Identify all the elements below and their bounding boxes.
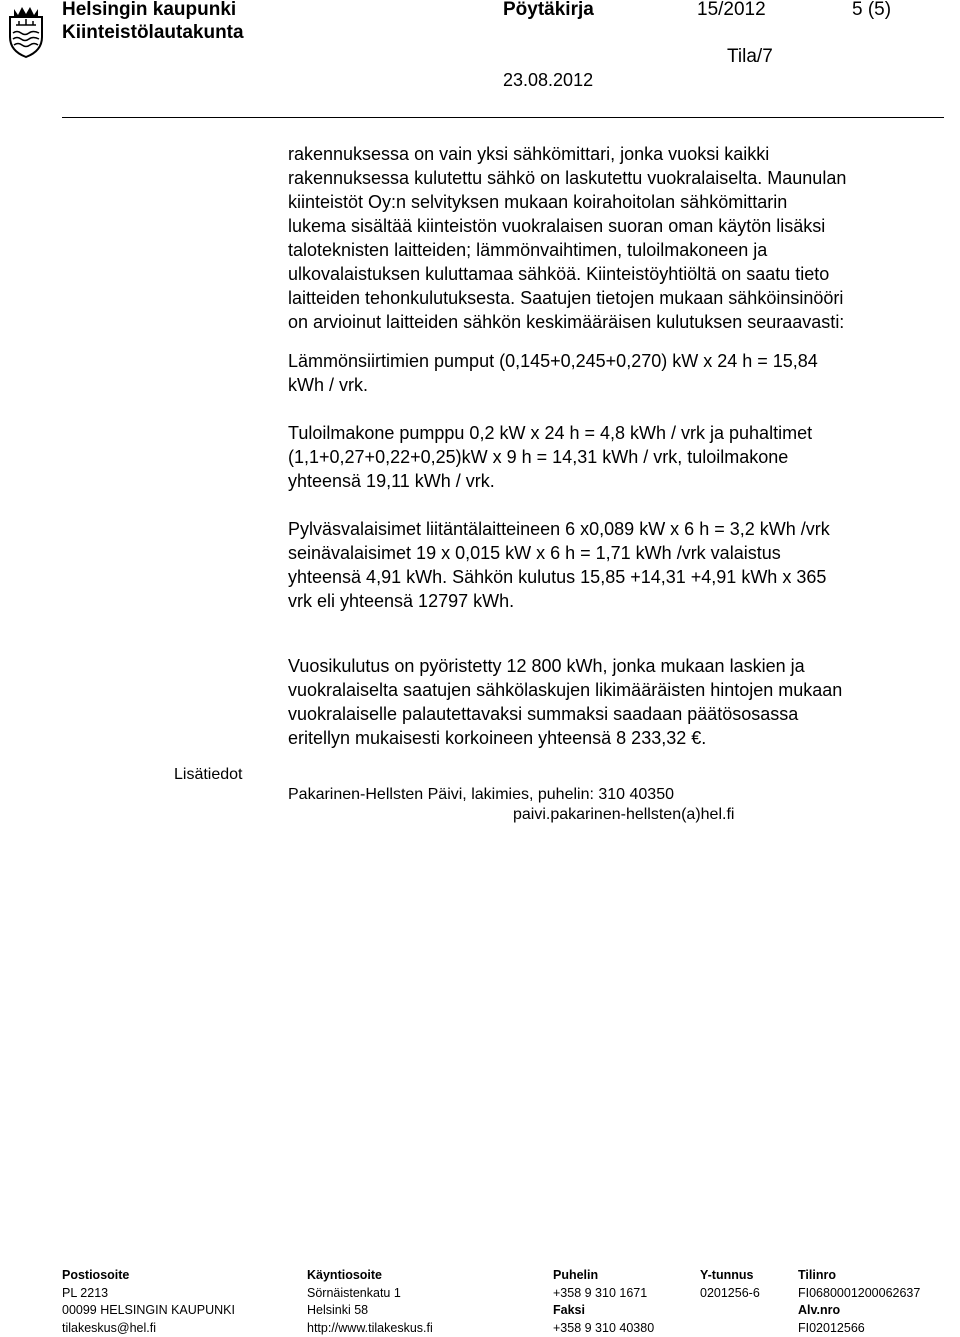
paragraph-lighting: Pylväsvalaisimet liitäntälaitteineen 6 x0,089 kW x 6 h = 3,2 kWh /vrk seinävalaisimet 19 x 0,015 kW x 6 h = 1,71 kWh /vrk valaistus yhteensä 4,91 kWh. Sähkön kulutus 15,85 +14,31 +4,91 kWh x 365 vrk eli yhteensä 12797 kWh. [288,519,830,611]
paragraph-heat-exchanger-pumps: Lämmönsiirtimien pumput (0,145+0,245+0,270) kW x 24 h = 15,84 kWh / vrk. [288,351,818,395]
footer-phone: Puhelin +358 9 310 1671 Faksi +358 9 310 40380 [553,1268,655,1335]
paragraph-air-handling-unit: Tuloilmakone pumppu 0,2 kW x 24 h = 4,8 kWh / vrk ja puhaltimet (1,1+0,27+0,22+0,25)kW x 9 h = 14,31 kWh / vrk, tuloilmakone yhteensä 19,11 kWh / vrk. [288,423,813,491]
helsinki-coat-of-arms-logo [6,3,46,59]
organization-name: Helsingin kaupunki [62,0,237,20]
paragraph-annual-consumption: Vuosikulutus on pyöristetty 12 800 kWh, jonka mukaan laskien ja vuokralaiselta saatujen sähkölaskujen likimääräisten hintojen mukaan vuokralaiselle palautettavaksi summaksi saadaan päätösosassa eritellyn mukaisesti korkoineen yhteensä 8 233,32 €. [288,656,843,748]
page-number: 5 (5) [852,0,892,20]
footer-visiting-address: Käyntiosoite Sörnäistenkatu 1 Helsinki 58 http://www.tilakeskus.fi [307,1268,433,1335]
board-name: Kiinteistölautakunta [62,22,244,43]
document-number: 15/2012 [697,0,766,20]
more-info-label: Lisätiedot [174,766,243,783]
document-type: Pöytäkirja [503,0,594,20]
footer-postal-address: Postiosoite PL 2213 00099 HELSINGIN KAUPUNKI tilakeskus@hel.fi [62,1268,235,1335]
footer-account: Tilinro FI0680001200062637 Alv.nro FI02012566 [798,1268,921,1335]
contact-email: paivi.pakarinen-hellsten(a)hel.fi [513,806,735,823]
contact-person: Pakarinen-Hellsten Päivi, lakimies, puhelin: 310 40350 [288,786,674,803]
footer-business-id: Y-tunnus 0201256-6 [700,1268,760,1300]
paragraph-background: rakennuksessa on vain yksi sähkömittari, jonka vuoksi kaikki rakennuksessa kulutettu sähkö on laskutettu vuokralaiselta. Maunulan kiinteistöt Oy:n selvityksen mukaan koirahoitolan sähkömittarin lukema sisältää kiinteistön vuokralaisen suoran oman käytön lisäksi taloteknisten laitteiden; lämmönvaihtimen, tuloilmakoneen ja ulkovalaistuksen kuluttamaa sähköä. Kiinteistöyhtiöltä on saatu tieto laitteiden tehonkulutuksesta. Saatujen tietojen mukaan sähköinsinööri on arvioinut laitteiden sähkön keskimääräisen kulutuksen seuraavasti: [288,144,847,332]
header-divider [62,117,944,118]
agenda-item: Tila/7 [727,46,773,67]
meeting-date: 23.08.2012 [503,70,594,90]
